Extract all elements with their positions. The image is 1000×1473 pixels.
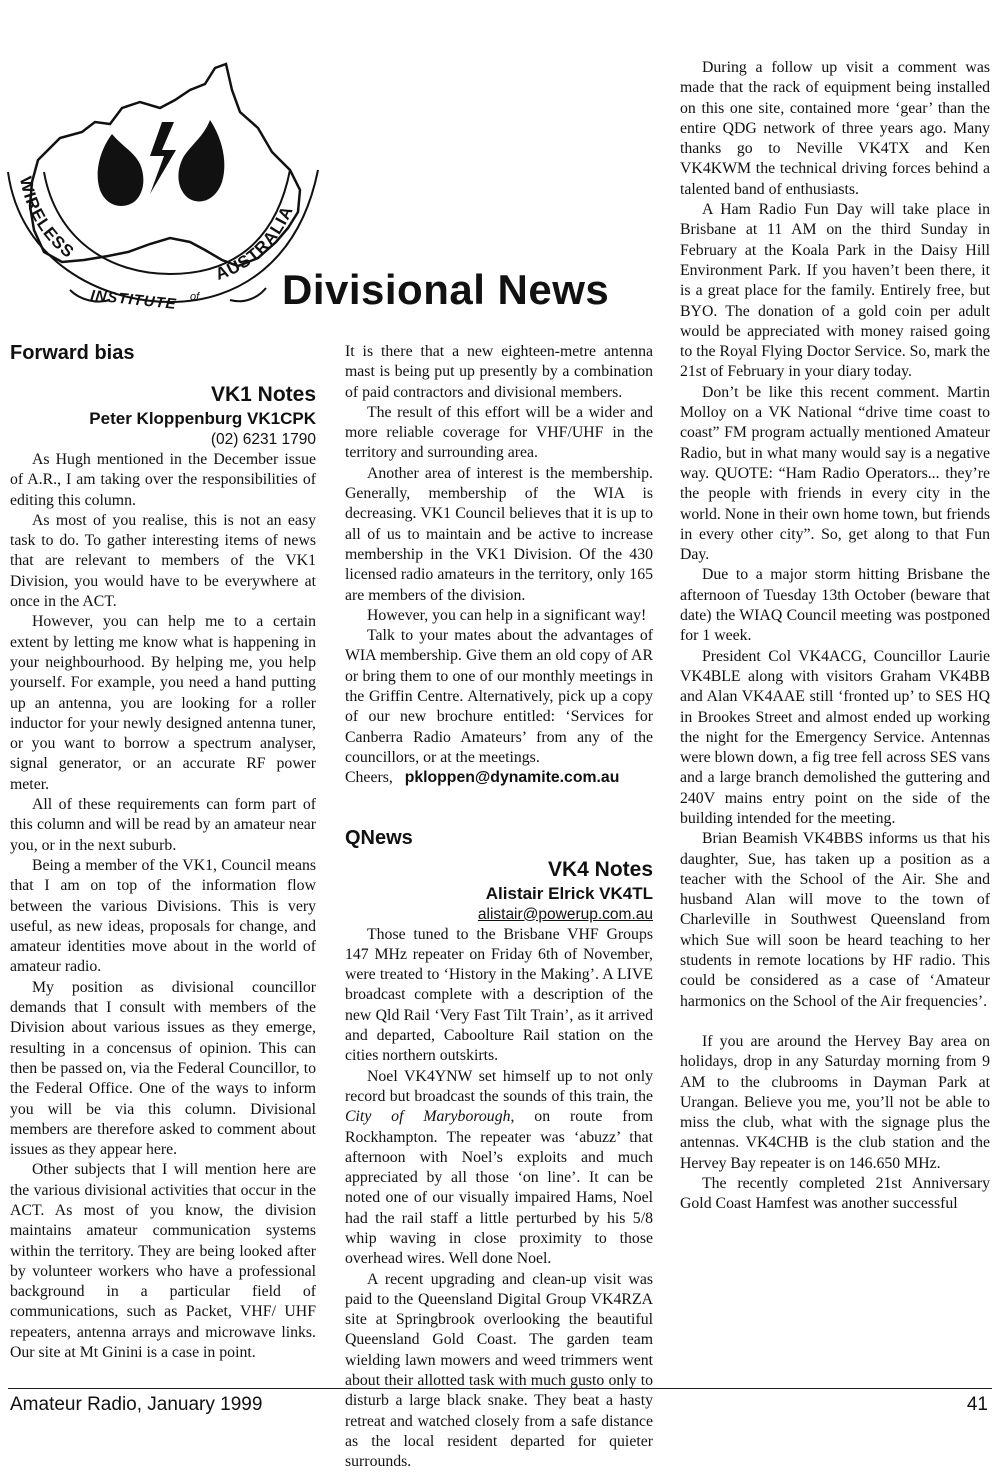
column-1: [10, 340, 316, 1363]
vk1-phone: (02) 6231 1790: [210, 431, 316, 448]
footer-divider: [8, 1388, 992, 1389]
vk4-notes-title: VK4 Notes: [547, 857, 653, 881]
train-name: City of Maryborough: [345, 1108, 511, 1126]
vk4-paragraph: The recently completed 21st Anniversary Gold Coast Hamfest was another successful: [680, 1175, 990, 1213]
vk1-paragraph: Talk to your mates about the advantages of WIA membership. Give them an old copy of AR or bring them to one of our monthly meetings in the Griffin Centre. Alternatively, pick up a copy of our new brochure entitled: ‘Services for Canberra Radio Amateurs’ from any of the councillors, or at the meetings.: [345, 627, 653, 766]
wia-emblem-icon: [0, 60, 330, 315]
logo-text-wireless: WIRELESS: [15, 174, 79, 263]
vk1-signoff: [345, 768, 653, 788]
vk1-paragraph: However, you can help me to a certain extent by letting me know what is happening in your neighbourhood. By helping me, you help yourself. For example, you need a hand putting up an antenna, you are looking for a roller inductor for your newly designed antenna tuner, or you want to borrow a spectrum analyser, signal generator, or an accurate RF power meter.: [10, 613, 316, 793]
footer-page-number: 41: [966, 1394, 988, 1415]
vk1-paragraph: Another area of interest is the membership. Generally, membership of the WIA is decreasing. VK1 Council believes that it is up to all of us to maintain and be active to increase membership in the VK1 Division. Of the 430 licensed radio amateurs in the territory, only 165 are members of the division.: [345, 464, 653, 604]
vk4-email-link[interactable]: alistair@powerup.com.au: [477, 905, 653, 923]
vk1-email-link[interactable]: pkloppen@dynamite.com.au: [404, 769, 620, 787]
vk4-paragraph: During a follow up visit a comment was made that the rack of equipment being installed on this one site, contained more ‘gear’ than the entire QDG network of three years ago. Many thanks go to Neville VK4TX and Ken VK4KWM the technical driving forces behind a talented band of enthusiasts.: [680, 59, 990, 198]
logo-text-australia: AUSTRALIA: [212, 202, 297, 284]
vk4-text: , on route from Rockhampton. The repeater was ‘abuzz’ that afternoon with Noel’s exploits and much appreciated by all those ‘on line’. It can be noted one of our visually impaired Hams, Noel had the rail staff a little perturbed by his 5/8 whip waving in close proximity to those overhead wires. Well done Noel.: [345, 1108, 653, 1268]
column-3: [680, 58, 990, 1215]
vk1-paragraph: My position as divisional councillor demands that I consult with members of the Division about various issues as they emerge, resulting in a concensus of opinion. This can then be passed on, via the Federal Councillor, to the Federal Office. One of the ways to inform you will be via this column. Divisional members are therefore asked to comment about issues as they appear here.: [10, 978, 316, 1159]
vk4-paragraph: A recent upgrading and clean-up visit was paid to the Queensland Digital Group VK4RZA site at Springbrook overlooking the beautiful Queensland Gold Coast. The garden team wielding lawn mowers and weed trimmers went about their allotted task with much gusto only to disturb a large black snake. They beat a hasty retreat and watched closely from a safe distance as the local resident departed for quieter surrounds.: [345, 1270, 653, 1471]
vk4-paragraph: [345, 1067, 653, 1270]
vk4-paragraph: Brian Beamish VK4BBS informs us that his daughter, Sue, has taken up a position as a teacher with the School of the Air. She and husband Alan will move to the town of Charleville in Southwest Queensland from which Sue will soon be heard teaching to her students in remote locations by HF radio. This could be considered as a case of ‘Amateur harmonics on the School of the Air frequencies’.: [680, 830, 990, 1010]
vk4-text: Noel VK4YNW set himself up to not only record but broadcast the sounds of this train, the: [345, 1067, 653, 1105]
vk1-paragraph: The result of this effort will be a wider and more reliable coverage for VHF/UHF in the territory and surrounding area.: [345, 403, 653, 462]
vk4-paragraph: Don’t be like this recent comment. Martin Molloy on a VK National “drive time coast to coast” FM program actually mentioned Amateur Radio, but in what many would say is a negative way. QUOTE: “Ham Radio Operators... they’re the people with friends in every city in the world. None in their own home town, but friends in every other city”. So, get along to that Fun Day.: [680, 383, 990, 564]
vk1-paragraph: All of these requirements can form part of this column and will be read by an amateur near you, or in the next suburb.: [10, 796, 316, 854]
vk4-paragraph: Those tuned to the Brisbane VHF Groups 147 MHz repeater on Friday 6th of November, were treated to ‘History in the Making’. A LIVE broadcast complete with a description of the new Qld Rail ‘Very Fast Tilt Train’, as it arrived and departed, Caboolture Rail station on the cities northern outskirts.: [345, 925, 653, 1065]
vk1-author: Peter Kloppenburg VK1CPK: [89, 409, 316, 428]
vk1-paragraph: It is there that a new eighteen-metre antenna mast is being put up presently by a combination of paid contractors and divisional members.: [345, 343, 653, 401]
vk4-paragraph: President Col VK4ACG, Councillor Laurie VK4BLE along with visitors Graham VK4BB and Alan VK4AAE still ‘fronted up’ to SES HQ in Brookes Street and almost ended up working the night for the Emergency Service. Antennas were blown down, a fig tree fell across SES vans and a large branch demolished the guttering and 240V mains entry point on the side of the building intended for the meeting.: [680, 647, 990, 827]
column-2: [345, 342, 653, 1473]
wia-logo: [0, 60, 330, 315]
vk1-paragraph: As most of you realise, this is not an easy task to do. To gather interesting items of news that are relevant to members of the VK1 Division, you would have to be everywhere at once in the ACT.: [10, 511, 316, 611]
footer-publication: Amateur Radio, January 1999: [10, 1394, 263, 1415]
section-qnews: QNews: [345, 826, 413, 849]
vk4-paragraph: A Ham Radio Fun Day will take place in Brisbane at 11 AM on the third Sunday in February at the Koala Park in the Daisy Hill Environment Park. If you haven’t been there, it is a great place for the family. Entirely free, but BYO. The donation of a gold coin per adult would be appreciated with money raised going to the Royal Flying Doctor Service. So, mark the 21st of February in your diary today.: [680, 201, 990, 381]
section-forward-bias: Forward bias: [10, 342, 135, 364]
vk4-paragraph: Due to a major storm hitting Brisbane the afternoon of Tuesday 13th October (beware that date) the WIAQ Council meeting was postponed for 1 week.: [680, 566, 990, 645]
vk4-author: Alistair Elrick VK4TL: [485, 883, 653, 903]
vk1-notes-title: VK1 Notes: [210, 383, 316, 406]
cheers-text: Cheers,: [345, 769, 393, 787]
vk4-paragraph: If you are around the Hervey Bay area on holidays, drop in any Saturday morning from 9 AM to the clubrooms in Dayman Park at Urangan. Believe you me, you’ll not be able to miss the club, what with the signage plus the antennas. VK4CHB is the club station and the Hervey Bay repeater is on 146.650 MHz.: [680, 1032, 990, 1172]
logo-text-institute: INSTITUTE: [89, 287, 178, 314]
page-headline: Divisional News: [282, 266, 610, 313]
vk1-paragraph: Being a member of the VK1, Council means that I am on top of the information flow between the various Divisions. This is very useful, as new ideas, proposals for change, and amateur identities move about in the world of amateur radio.: [10, 856, 316, 976]
vk1-paragraph: However, you can help in a significant way!: [367, 606, 647, 624]
logo-text-of: of: [190, 291, 200, 303]
vk1-paragraph: As Hugh mentioned in the December issue of A.R., I am taking over the responsibilities of editing this column.: [10, 451, 316, 509]
vk1-paragraph: Other subjects that I will mention here are the various divisional activities that occur in the ACT. As most of you know, the division maintains amateur communication systems within the territory. They are being looked after by volunteer workers who have a professional background in a particular field of communications, such as Packet, VHF/ UHF repeaters, antenna arrays and microwave links. Our site at Mt Ginini is a case in point.: [10, 1161, 316, 1362]
